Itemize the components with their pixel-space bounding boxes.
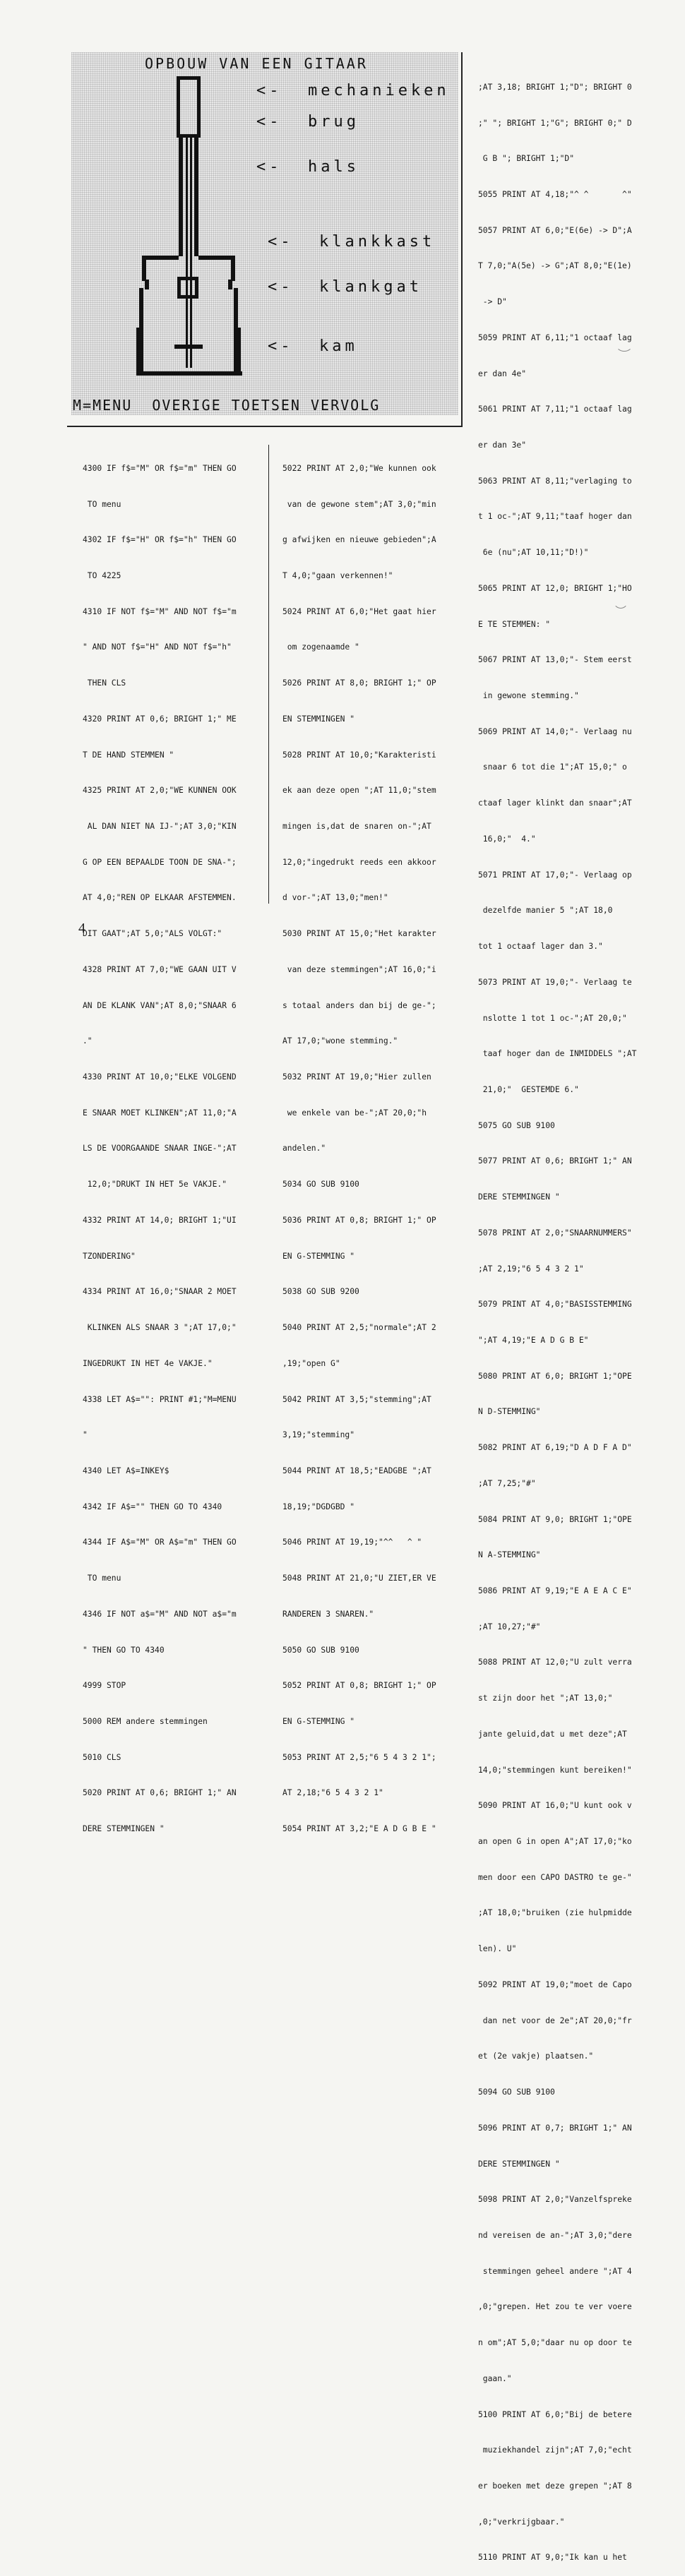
code-line: van de gewone stem";AT 3,0;"min — [282, 499, 436, 509]
code-line: T 7,0;"A(5e) -> G";AT 8,0;"E(1e) — [478, 261, 632, 271]
code-line: 5090 PRINT AT 16,0;"U kunt ook v — [478, 1801, 632, 1811]
code-line: AT 17,0;"wone stemming." — [282, 1036, 398, 1046]
code-line: 5075 GO SUB 9100 — [478, 1120, 555, 1130]
code-line: DIT GAAT";AT 5,0;"ALS VOLGT:" — [83, 929, 222, 939]
code-line: stemmingen geheel andere ";AT 4 — [478, 2266, 632, 2276]
head-right — [197, 76, 201, 138]
code-line: 14,0;"stemmingen kunt bereiken!" — [478, 1765, 632, 1775]
code-line: N A-STEMMING" — [478, 1550, 541, 1560]
code-line: 5048 PRINT AT 21,0;"U ZIET,ER VE — [282, 1574, 436, 1583]
code-line: AT 2,18;"6 5 4 3 2 1" — [282, 1788, 383, 1798]
code-line: 5054 PRINT AT 3,2;"E A D G B E " — [282, 1824, 436, 1834]
code-line: ";AT 4,19;"E A D G B E" — [478, 1335, 589, 1345]
code-line: om zogenaamde " — [282, 642, 359, 652]
screen-title: OPBOUW VAN EEN GITAAR — [145, 55, 368, 72]
code-line: 5026 PRINT AT 8,0; BRIGHT 1;" OP — [282, 678, 436, 688]
code-line: ;" "; BRIGHT 1;"G"; BRIGHT 0;" D — [478, 118, 632, 128]
code-line: 4332 PRINT AT 14,0; BRIGHT 1;"UI — [83, 1215, 237, 1225]
code-line: 18,19;"DGDGBD " — [282, 1502, 355, 1511]
code-line: 5038 GO SUB 9200 — [282, 1287, 359, 1297]
code-line: N D-STEMMING" — [478, 1407, 541, 1417]
code-line: 12,0;"DRUKT IN HET 5e VAKJE." — [83, 1180, 227, 1190]
code-line: s totaal anders dan bij de ge-"; — [282, 1000, 436, 1010]
code-line: 5044 PRINT AT 18,5;"EADGBE ";AT — [282, 1466, 431, 1475]
code-line: 5000 REM andere stemmingen — [83, 1716, 208, 1726]
code-line: 5059 PRINT AT 6,11;"1 octaaf lag — [478, 333, 632, 342]
code-line: 5065 PRINT AT 12,0; BRIGHT 1;"HO — [478, 583, 632, 593]
code-line: LS DE VOORGAANDE SNAAR INGE-";AT — [83, 1144, 237, 1154]
code-line: ;AT 3,18; BRIGHT 1;"D"; BRIGHT 0 — [478, 82, 632, 92]
code-line: g afwijken en nieuwe gebieden";A — [282, 535, 436, 545]
code-line: AN DE KLANK VAN";AT 8,0;"SNAAR 6 — [83, 1000, 237, 1010]
code-line: -> D" — [478, 297, 507, 307]
code-line: n om";AT 5,0;"daar nu op door te — [478, 2338, 632, 2348]
string-left — [186, 138, 188, 368]
code-line: ek aan deze open ";AT 11,0;"stem — [282, 786, 436, 796]
code-line: T DE HAND STEMMEN " — [83, 750, 174, 760]
code-line: AT 4,0;"REN OP ELKAAR AFSTEMMEN. — [83, 893, 237, 903]
code-line: THEN CLS — [83, 678, 126, 688]
code-line: TZONDERING" — [83, 1251, 136, 1261]
code-line: EN G-STEMMING " — [282, 1251, 355, 1261]
code-line: 6e (nu";AT 10,11;"D!)" — [478, 548, 589, 558]
code-line: E SNAAR MOET KLINKEN";AT 11,0;"A — [83, 1108, 237, 1118]
guitar-screenshot — [71, 52, 458, 415]
code-line: jante geluid,dat u met deze";AT — [478, 1729, 627, 1739]
code-line: ;AT 7,25;"#" — [478, 1478, 536, 1488]
code-line: 5050 GO SUB 9100 — [282, 1645, 359, 1655]
code-line: TO menu — [83, 499, 121, 509]
bridge — [174, 345, 203, 349]
head-bottom — [177, 134, 201, 138]
code-line: 5082 PRINT AT 6,19;"D A D F A D" — [478, 1443, 632, 1453]
code-line: ." — [83, 1036, 93, 1046]
code-line: 5042 PRINT AT 3,5;"stemming";AT — [282, 1394, 431, 1404]
code-line: er dan 3e" — [478, 441, 527, 450]
code-line: 5110 PRINT AT 9,0;"Ik kan u het — [478, 2553, 627, 2563]
code-line: t 1 oc-";AT 9,11;"taaf hoger dan — [478, 512, 632, 522]
code-line: 5067 PRINT AT 13,0;"- Stem eerst — [478, 655, 632, 665]
code-line: in gewone stemming." — [478, 691, 579, 701]
code-line: 5063 PRINT AT 8,11;"verlaging to — [478, 476, 632, 486]
code-line: 5069 PRINT AT 14,0;"- Verlaag nu — [478, 726, 632, 736]
code-line: 5086 PRINT AT 9,19;"E A E A C E" — [478, 1586, 632, 1595]
listing-column-3 — [478, 58, 636, 2576]
code-line: 5073 PRINT AT 19,0;"- Verlaag te — [478, 977, 632, 987]
code-line: 5052 PRINT AT 0,8; BRIGHT 1;" OP — [282, 1681, 436, 1691]
label-klankgat: <- klankgat — [268, 278, 422, 296]
code-line: ;AT 18,0;"bruiken (zie hulpmidde — [478, 1908, 632, 1918]
divider-vertical — [461, 52, 463, 427]
code-line: 5092 PRINT AT 19,0;"moet de Capo — [478, 1979, 632, 1989]
code-line: 3,19;"stemming" — [282, 1430, 355, 1440]
code-line: 5010 CLS — [83, 1752, 121, 1762]
code-line: TO menu — [83, 1574, 121, 1583]
code-line: " THEN GO TO 4340 — [83, 1645, 165, 1655]
code-line: 5077 PRINT AT 0,6; BRIGHT 1;" AN — [478, 1156, 632, 1166]
label-mechanieken: <- mechanieken — [256, 82, 450, 100]
code-line: 5032 PRINT AT 19,0;"Hier zullen — [282, 1072, 431, 1082]
page-number: 4 — [78, 921, 85, 936]
code-line: 4340 LET A$=INKEY$ — [83, 1466, 169, 1475]
code-line: er dan 4e" — [478, 369, 527, 378]
code-line: 4999 STOP — [83, 1681, 126, 1691]
code-line: 5034 GO SUB 9100 — [282, 1180, 359, 1190]
code-line: 5078 PRINT AT 2,0;"SNAARNUMMERS" — [478, 1228, 632, 1238]
listing-column-2 — [282, 439, 436, 1847]
code-line: 4320 PRINT AT 0,6; BRIGHT 1;" ME — [83, 714, 237, 724]
code-line: ctaaf lager klinkt dan snaar";AT — [478, 798, 632, 808]
code-line: 5036 PRINT AT 0,8; BRIGHT 1;" OP — [282, 1215, 436, 1225]
code-line: 4300 IF f$="M" OR f$="m" THEN GO — [83, 463, 237, 473]
code-line: INGEDRUKT IN HET 4e VAKJE." — [83, 1358, 213, 1368]
code-line: " AND NOT f$="H" AND NOT f$="h" — [83, 642, 232, 652]
code-line: ;AT 10,27;"#" — [478, 1622, 541, 1631]
code-line: 4344 IF A$="M" OR A$="m" THEN GO — [83, 1538, 237, 1547]
code-line: 4328 PRINT AT 7,0;"WE GAAN UIT V — [83, 964, 237, 974]
code-line: 5079 PRINT AT 4,0;"BASISSTEMMING — [478, 1300, 632, 1310]
pen-mark — [613, 592, 629, 609]
code-line: 5088 PRINT AT 12,0;"U zult verra — [478, 1658, 632, 1667]
head-left — [177, 76, 180, 138]
code-line: gaan." — [478, 2373, 512, 2383]
code-line: we enkele van be-";AT 20,0;"h — [282, 1108, 427, 1118]
pen-mark — [616, 337, 633, 352]
code-line: 12,0;"ingedrukt reeds een akkoor — [282, 857, 436, 867]
code-line: EN STEMMINGEN " — [282, 714, 355, 724]
code-line: 4330 PRINT AT 10,0;"ELKE VOLGEND — [83, 1072, 237, 1082]
code-line: ,0;"grepen. Het zou te ver voere — [478, 2302, 632, 2312]
code-line: 4334 PRINT AT 16,0;"SNAAR 2 MOET — [83, 1287, 237, 1297]
code-line: 5084 PRINT AT 9,0; BRIGHT 1;"OPE — [478, 1514, 632, 1524]
code-line: 4310 IF NOT f$="M" AND NOT f$="m — [83, 606, 237, 616]
label-hals: <- hals — [256, 158, 359, 176]
code-line: 5055 PRINT AT 4,18;"^ ^ ^" — [478, 189, 632, 199]
code-line: mingen is,dat de snaren on-";AT — [282, 822, 431, 831]
code-line: st zijn door het ";AT 13,0;" — [478, 1694, 613, 1703]
code-line: ;AT 2,19;"6 5 4 3 2 1" — [478, 1264, 584, 1274]
code-line: DERE STEMMINGEN " — [478, 2159, 560, 2169]
code-line: 5098 PRINT AT 2,0;"Vanzelfspreke — [478, 2195, 632, 2205]
code-line: len). U" — [478, 1944, 517, 1954]
code-line: 4342 IF A$="" THEN GO TO 4340 — [83, 1502, 222, 1511]
code-line: 5094 GO SUB 9100 — [478, 2087, 555, 2097]
screen-menu-line: M=MENU OVERIGE TOETSEN VERVOLG — [73, 397, 381, 414]
code-line: 5028 PRINT AT 10,0;"Karakteristi — [282, 750, 436, 760]
code-line: nd vereisen de an-";AT 3,0;"dere — [478, 2230, 632, 2240]
code-line: 5071 PRINT AT 17,0;"- Verlaag op — [478, 870, 632, 880]
code-line: 5030 PRINT AT 15,0;"Het karakter — [282, 929, 436, 939]
code-line: men door een CAPO DASTRO te ge-" — [478, 1872, 632, 1882]
code-line: dan net voor de 2e";AT 20,0;"fr — [478, 2015, 632, 2025]
divider-column — [268, 445, 269, 904]
code-line: E TE STEMMEN: " — [478, 619, 551, 629]
code-line: an open G in open A";AT 17,0;"ko — [478, 1837, 632, 1847]
code-line: muziekhandel zijn";AT 7,0;"echt — [478, 2445, 632, 2455]
code-line: 5053 PRINT AT 2,5;"6 5 4 3 2 1"; — [282, 1752, 436, 1762]
label-klankkast: <- klankkast — [268, 233, 436, 251]
code-line: 5022 PRINT AT 2,0;"We kunnen ook — [282, 463, 436, 473]
label-kam: <- kam — [268, 337, 358, 355]
code-line: DERE STEMMINGEN " — [478, 1192, 560, 1202]
code-line: 4325 PRINT AT 2,0;"WE KUNNEN OOK — [83, 786, 237, 796]
code-line: T 4,0;"gaan verkennen!" — [282, 570, 393, 580]
divider-horizontal — [67, 426, 463, 427]
code-line: 5061 PRINT AT 7,11;"1 octaaf lag — [478, 405, 632, 414]
code-line: 5100 PRINT AT 6,0;"Bij de betere — [478, 2409, 632, 2419]
code-line: TO 4225 — [83, 570, 121, 580]
code-line: dezelfde manier 5 ";AT 18,0 — [478, 906, 613, 916]
code-line: 5020 PRINT AT 0,6; BRIGHT 1;" AN — [83, 1788, 237, 1798]
code-line: AL DAN NIET NA IJ-";AT 3,0;"KIN — [83, 822, 237, 831]
head-top — [177, 76, 201, 80]
code-line: nslotte 1 tot 1 oc-";AT 20,0;" — [478, 1013, 627, 1023]
soundhole-left — [177, 277, 181, 299]
code-line: 5080 PRINT AT 6,0; BRIGHT 1;"OPE — [478, 1371, 632, 1381]
code-line: van deze stemmingen";AT 16,0;"i — [282, 964, 436, 974]
code-line: snaar 6 tot die 1";AT 15,0;" o — [478, 762, 627, 772]
code-line: et (2e vakje) plaatsen." — [478, 2051, 594, 2061]
code-line: " — [83, 1430, 88, 1440]
code-line: ,0;"verkrijgbaar." — [478, 2517, 565, 2527]
code-line: d vor-";AT 13,0;"men!" — [282, 893, 388, 903]
code-line: er boeken met deze grepen ";AT 8 — [478, 2481, 632, 2491]
code-line: 5024 PRINT AT 6,0;"Het gaat hier — [282, 606, 436, 616]
label-brug: <- brug — [256, 113, 359, 131]
code-line: 5046 PRINT AT 19,19;"^^ ^ " — [282, 1538, 422, 1547]
code-line: 4338 LET A$="": PRINT #1;"M=MENU — [83, 1394, 237, 1404]
neck-outer-left — [179, 138, 183, 256]
code-line: DERE STEMMINGEN " — [83, 1824, 165, 1834]
code-line: ,19;"open G" — [282, 1358, 340, 1368]
code-line: EN G-STEMMING " — [282, 1716, 355, 1726]
code-line: RANDEREN 3 SNAREN." — [282, 1609, 374, 1619]
code-line: 21,0;" GESTEMDE 6." — [478, 1084, 579, 1094]
code-line: 16,0;" 4." — [478, 834, 536, 844]
code-line: 5096 PRINT AT 0,7; BRIGHT 1;" AN — [478, 2123, 632, 2133]
code-line: G OP EEN BEPAALDE TOON DE SNA-"; — [83, 857, 237, 867]
code-line: G B "; BRIGHT 1;"D" — [478, 154, 575, 164]
code-line: taaf hoger dan de INMIDDELS ";AT — [478, 1049, 637, 1059]
string-right — [190, 138, 192, 368]
code-line: 4346 IF NOT a$="M" AND NOT a$="m — [83, 1609, 237, 1619]
code-line: 5057 PRINT AT 6,0;"E(6e) -> D";A — [478, 225, 632, 235]
code-line: tot 1 octaaf lager dan 3." — [478, 942, 603, 952]
listing-column-1 — [83, 439, 237, 1847]
neck-outer-right — [194, 138, 198, 256]
code-line: KLINKEN ALS SNAAR 3 ";AT 17,0;" — [83, 1323, 237, 1333]
soundhole-right — [195, 277, 198, 299]
code-line: andelen." — [282, 1144, 326, 1154]
code-line: 5040 PRINT AT 2,5;"normale";AT 2 — [282, 1323, 436, 1333]
code-line: 4302 IF f$="H" OR f$="h" THEN GO — [83, 535, 237, 545]
